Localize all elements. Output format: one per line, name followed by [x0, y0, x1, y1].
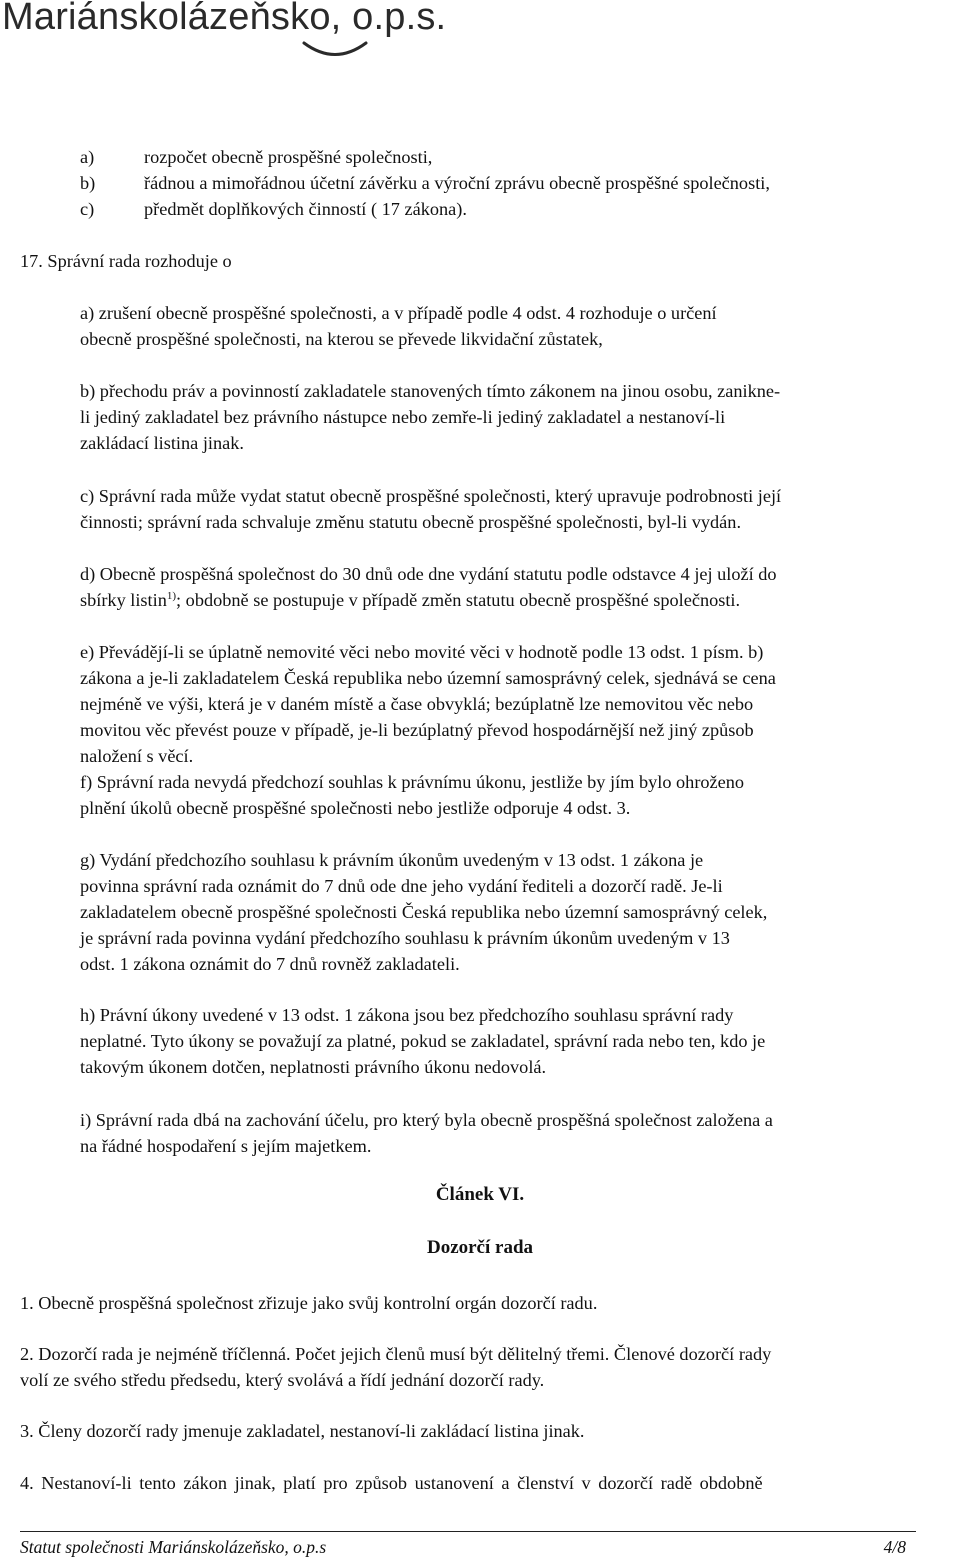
article-subheading: Dozorčí rada	[426, 1237, 534, 1258]
article-paragraph-2: 2. Dozorčí rada je nejméně tříčlenná. Počet jejich členů musí být dělitelný třemi. Členové dozorčí rady volí ze svého středu předsedu, který svolává a řídí jednání dozorčí rady.	[20, 1344, 772, 1390]
abc-list	[80, 144, 940, 222]
list-item: a) rozpočet obecně prospěšné společnosti,	[80, 147, 433, 167]
page-number: 4/8	[883, 1537, 906, 1557]
footer-divider	[20, 1531, 916, 1532]
list-item: b) řádnou a mimořádnou účetní závěrku a výroční zprávu obecně prospěšné společnosti,	[80, 173, 770, 193]
article-paragraph-3: 3. Členy dozorčí rady jmenuje zakladatel, nestanoví-li zakládací listina jinak.	[20, 1421, 585, 1441]
footer-title: Statut společnosti Mariánskolázeňsko, o.p.s	[20, 1537, 327, 1557]
section-17-title: 17. Správní rada rozhoduje o	[20, 251, 232, 271]
paragraph-g: g) Vydání předchozího souhlasu k právním úkonům uvedeným v 13 odst. 1 zákona je povinna správní rada oznámit do 7 dnů ode dne jeho vydání řediteli a dozorčí radě. Je-li zakladatelem obecně prospěšné společnosti Česká republika nebo územní samosprávný celek, je správní rada povinna vydání předchozího souhlasu k právním úkonům uvedeným v 13 odst. 1 zákona oznámit do 7 dnů rovněž zakladateli.	[80, 850, 768, 974]
paragraph-a: a) zrušení obecně prospěšné společnosti, a v případě podle 4 odst. 4 rozhoduje o určení obecně prospěšné společnosti, na kterou se převede likvidační zůstatek,	[80, 303, 717, 349]
logo-text: Mariánskolázeňsko, o.p.s.	[2, 0, 447, 38]
paragraph-f: f) Správní rada nevydá předchozí souhlas k právnímu úkonu, jestliže by jím bylo ohroženo plnění úkolů obecně prospěšné společnosti nebo jestliže odporuje 4 odst. 3.	[80, 772, 745, 818]
footnote-marker: 1)	[166, 589, 177, 602]
paragraph-c: c) Správní rada může vydat statut obecně prospěšné společnosti, který upravuje podrobnosti její činnosti; správní rada schvaluje změnu statutu obecně prospěšné společnosti, byl-li vydán.	[80, 486, 782, 532]
article-heading: Článek VI.	[435, 1184, 525, 1205]
article-paragraph-4: 4. Nestanoví-li tento zákon jinak, platí pro způsob ustanovení a členství v dozorčí radě obdobně	[20, 1473, 763, 1493]
paragraph-e: e) Převádějí-li se úplatně nemovité věci nebo movité věci v hodnotě podle 13 odst. 1 písm. b) zákona a je-li zakladatelem Česká republika nebo územní samosprávný celek, sjednává se cena nejméně ve výši, která je v daném místě a čase obvyklá; bezúplatně lze nemovitou věc nebo movitou věc převést pouze v případě, je-li bezúplatný převod hospodárnější než jiný způsob naložení s věcí.	[80, 642, 776, 766]
list-item: c) předmět doplňkových činností ( 17 zákona).	[80, 199, 467, 219]
article-paragraph-1: 1. Obecně prospěšná společnost zřizuje jako svůj kontrolní orgán dozorčí radu.	[20, 1293, 598, 1313]
page-header	[0, 0, 960, 64]
logo-smile-icon	[300, 40, 370, 62]
paragraph-i: i) Správní rada dbá na zachování účelu, pro který byla obecně prospěšná společnost založena a na řádné hospodaření s jejím majetkem.	[80, 1110, 773, 1156]
paragraph-d: d) Obecně prospěšná společnost do 30 dnů ode dne vydání statutu podle odstavce 4 jej uloží do sbírky listin$^{1)}$; obdobně se postupuje v případě změn statutu obecně prospěšné společnosti.	[80, 564, 777, 610]
paragraph-b: b) přechodu práv a povinností zakladatele stanovených tímto zákonem na jinou osobu, zanikne- li jediný zakladatel bez právního nástupce nebo zemře-li jediný zakladatel a nestanoví-li zakládací listina jinak.	[80, 381, 781, 453]
paragraph-h: h) Právní úkony uvedené v 13 odst. 1 zákona jsou bez předchozího souhlasu správní rady neplatné. Tyto úkony se považují za platné, pokud se zakladatel, správní rada nebo ten, kdo je takovým úkonem dotčen, neplatnosti právního úkonu nedovolá.	[80, 1005, 766, 1077]
